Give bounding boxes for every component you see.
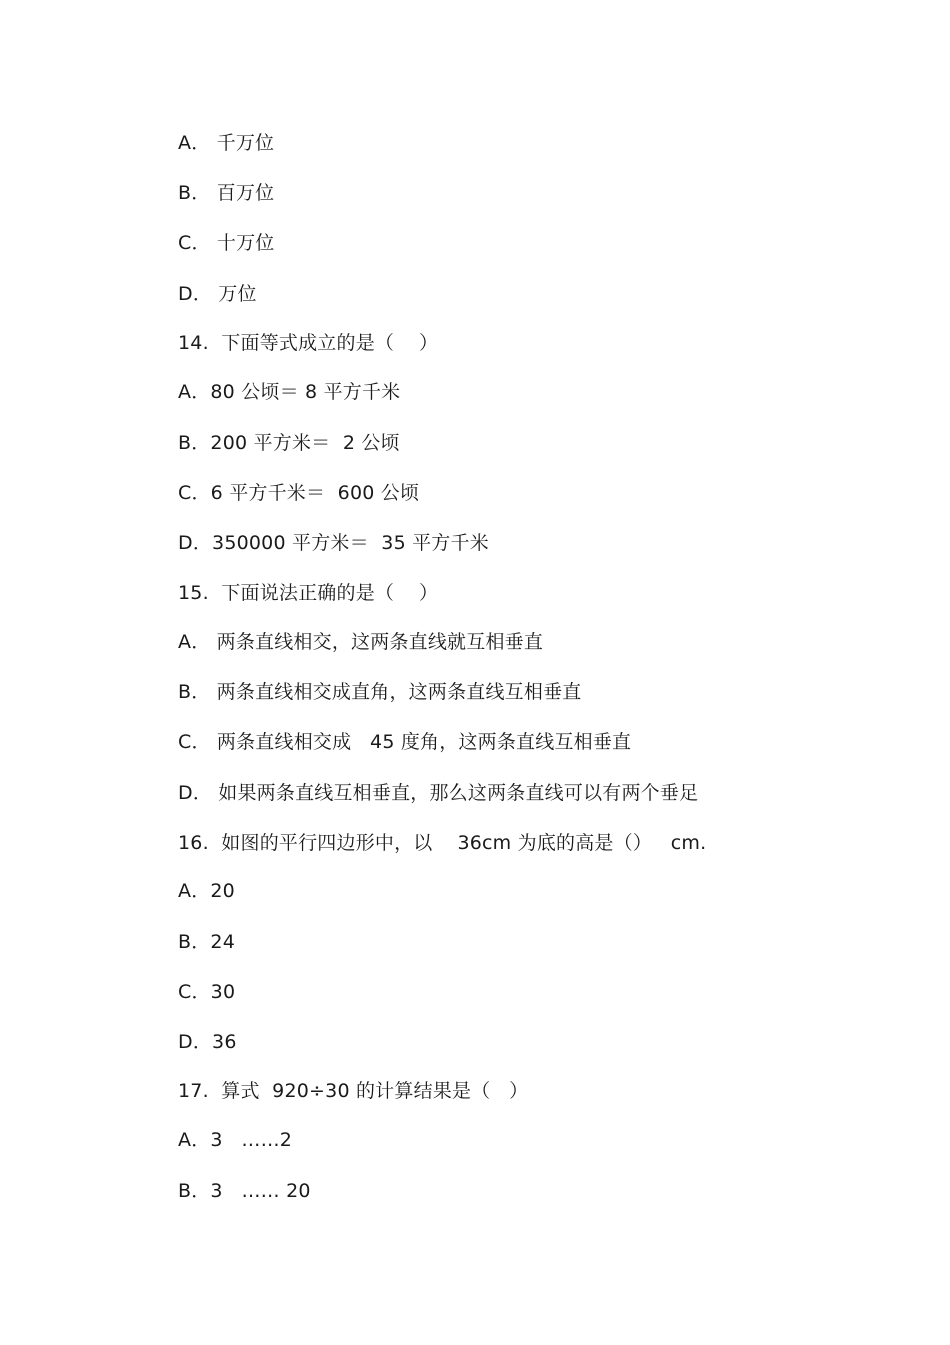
q17-question: 17. 算式 920÷30 的计算结果是（ ） (178, 1080, 529, 1102)
q14-option-c: C．6 平方千米＝ 600 公顷 (178, 482, 420, 504)
q16-option-a: A．20 (178, 880, 235, 902)
q13-option-a: A． 千万位 (178, 132, 275, 154)
q13-option-b: B． 百万位 (178, 182, 275, 204)
q16-option-d: D．36 (178, 1031, 237, 1053)
q15-option-d: D． 如果两条直线互相垂直，那么这两条直线可以有两个垂足 (178, 782, 699, 804)
q17-option-a: A．3 ……2 (178, 1129, 293, 1151)
q14-question: 14. 下面等式成立的是（ ） (178, 332, 439, 354)
q15-question: 15. 下面说法正确的是（ ） (178, 582, 439, 604)
q16-option-c: C．30 (178, 981, 236, 1003)
q15-option-a: A． 两条直线相交，这两条直线就互相垂直 (178, 631, 544, 653)
q15-option-c: C． 两条直线相交成 45 度角，这两条直线互相垂直 (178, 731, 632, 753)
q16-option-b: B．24 (178, 931, 236, 953)
q13-option-d: D． 万位 (178, 283, 257, 305)
q13-option-c: C． 十万位 (178, 232, 275, 254)
q14-option-a: A．80 公顷＝ 8 平方千米 (178, 381, 401, 403)
q14-option-d: D．350000 平方米＝ 35 平方千米 (178, 532, 489, 554)
q14-option-b: B．200 平方米＝ 2 公顷 (178, 432, 400, 454)
q17-option-b: B．3 …… 20 (178, 1180, 311, 1202)
q16-question: 16. 如图的平行四边形中，以 36cm 为底的高是（） cm. (178, 832, 707, 854)
q15-option-b: B． 两条直线相交成直角，这两条直线互相垂直 (178, 681, 582, 703)
